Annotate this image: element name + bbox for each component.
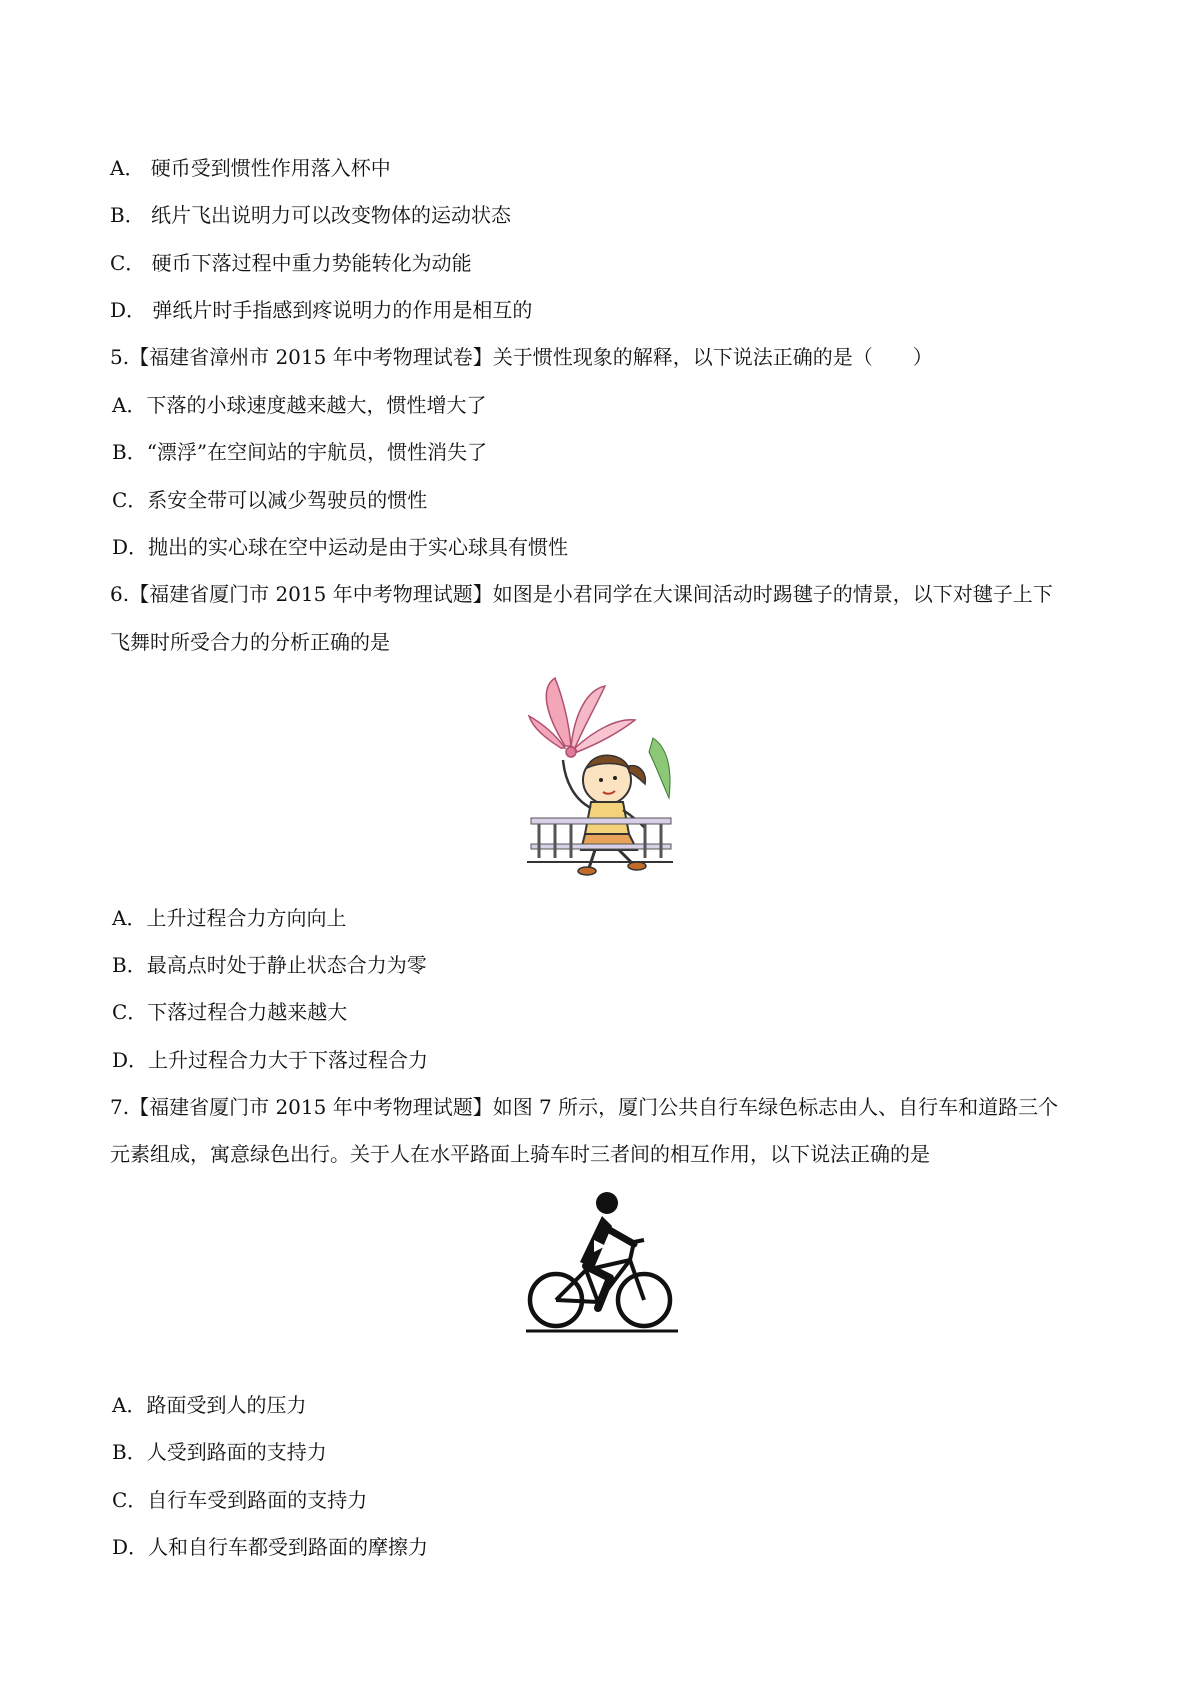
q4-option-a: A． 硬币受到惯性作用落入杯中	[110, 156, 391, 180]
shuttlecock-kicking-illustration	[525, 668, 675, 880]
q5-stem: 5.【福建省漳州市 2015 年中考物理试卷】关于惯性现象的解释，以下说法正确的是（ ）	[110, 345, 933, 369]
q4-option-d: D． 弹纸片时手指感到疼说明力的作用是相互的	[110, 298, 533, 322]
q7-option-c: C．自行车受到路面的支持力	[112, 1488, 368, 1512]
q6-option-b: B．最高点时处于静止状态合力为零	[112, 953, 427, 977]
q6-option-a: A．上升过程合力方向向上	[112, 906, 347, 930]
q7-stem-line1: 7.【福建省厦门市 2015 年中考物理试题】如图 7 所示，厦门公共自行车绿色标志由人、自行车和道路三个	[110, 1095, 1059, 1119]
q4-option-c: C． 硬币下落过程中重力势能转化为动能	[110, 251, 472, 275]
q7-stem-line2: 元素组成，寓意绿色出行。关于人在水平路面上骑车时三者间的相互作用，以下说法正确的是	[110, 1142, 930, 1166]
q4-option-b: B． 纸片飞出说明力可以改变物体的运动状态	[110, 203, 512, 227]
q7-option-d: D．人和自行车都受到路面的摩擦力	[112, 1535, 429, 1559]
cyclist-logo-illustration	[518, 1180, 680, 1338]
q6-option-d: D．上升过程合力大于下落过程合力	[112, 1048, 429, 1072]
q5-option-b: B．“漂浮”在空间站的宇航员，惯性消失了	[112, 440, 488, 464]
q6-stem-line1: 6.【福建省厦门市 2015 年中考物理试题】如图是小君同学在大课间活动时踢毽子的情景，以下对毽子上下	[110, 582, 1053, 606]
q6-stem-line2: 飞舞时所受合力的分析正确的是	[110, 630, 390, 654]
q5-option-c: C．系安全带可以减少驾驶员的惯性	[112, 488, 428, 512]
q7-option-a: A．路面受到人的压力	[112, 1393, 307, 1417]
q7-option-b: B．人受到路面的支持力	[112, 1440, 327, 1464]
q6-option-c: C．下落过程合力越来越大	[112, 1000, 348, 1024]
q5-option-a: A．下落的小球速度越来越大，惯性增大了	[112, 393, 487, 417]
q5-option-d: D．抛出的实心球在空中运动是由于实心球具有惯性	[112, 535, 569, 559]
